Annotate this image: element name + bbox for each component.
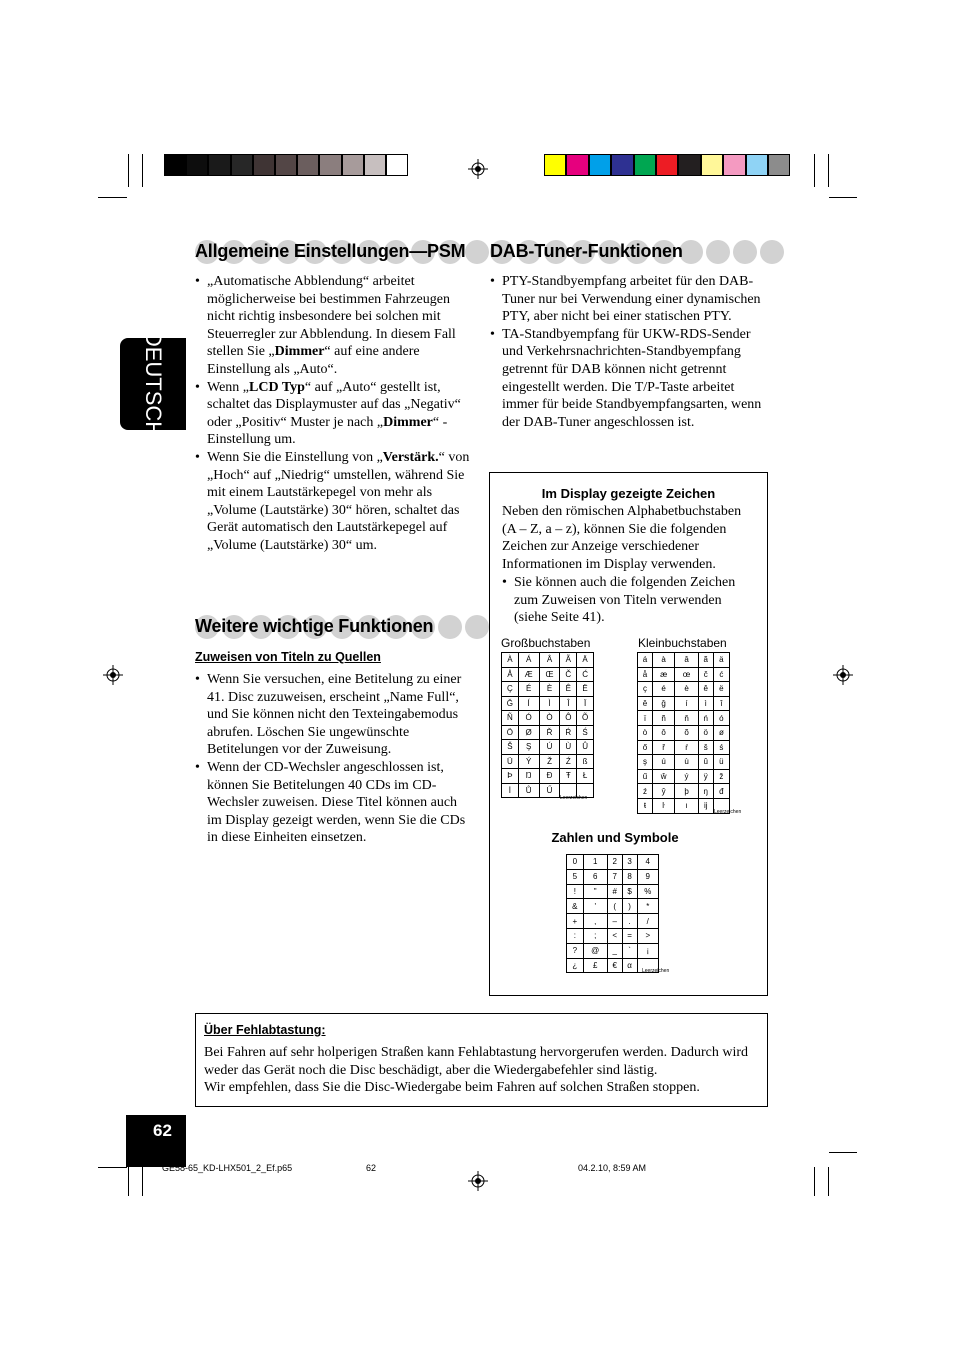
subheading-titles: Zuweisen von Titeln zu Quellen	[195, 650, 381, 664]
table-cell: Ì	[539, 696, 560, 711]
table-cell: Ş	[518, 740, 539, 755]
table-cell: /	[637, 914, 658, 929]
table-row	[638, 784, 730, 799]
table-row	[638, 769, 730, 784]
table-cell: +	[567, 914, 584, 929]
table-row	[502, 696, 594, 711]
language-tab	[120, 330, 186, 438]
table-cell: ì	[698, 696, 713, 711]
table-cell: Ź	[560, 754, 577, 769]
uppercase-label: Großbuchstaben	[501, 636, 591, 650]
table-cell: Å	[502, 667, 519, 682]
table-cell: ê	[698, 682, 713, 697]
table-cell: 7	[607, 869, 622, 884]
table-cell: ó	[713, 711, 729, 726]
table-row	[502, 711, 594, 726]
table-cell: ź	[638, 784, 653, 799]
table-cell: ç	[638, 682, 653, 697]
fehlabtastung-title: Über Fehlabtastung:	[204, 1023, 326, 1037]
table-cell: ¡	[637, 943, 658, 958]
table-cell: –	[607, 914, 622, 929]
table-cell: 5	[567, 869, 584, 884]
table-cell: à	[652, 653, 674, 668]
registration-mark-icon	[468, 159, 488, 179]
color-swatch	[611, 154, 633, 176]
table-cell: Ů	[518, 783, 539, 798]
table-cell: á	[638, 653, 653, 668]
table-cell: 3	[622, 855, 637, 870]
language-tab-label: DEUTSCH	[141, 330, 166, 438]
color-swatch	[678, 154, 700, 176]
table-cell: ÿ	[698, 769, 713, 784]
table-cell: Þ	[502, 769, 519, 784]
crop-mark	[128, 1167, 129, 1196]
table-cell: Ł	[577, 769, 594, 784]
table-row	[638, 711, 730, 726]
table-cell: *	[637, 899, 658, 914]
table-cell: Ú	[539, 740, 560, 755]
table-cell: Š	[502, 740, 519, 755]
space-label: Leerzeichen	[560, 795, 588, 801]
decoration-circle	[760, 240, 784, 264]
table-cell: ň	[675, 711, 699, 726]
numbers-symbols-table	[566, 854, 659, 973]
color-swatch	[186, 154, 208, 176]
table-cell: £	[583, 958, 607, 973]
table-cell: Ò	[539, 711, 560, 726]
decoration-circle	[465, 240, 489, 264]
weitere-bullet-list	[195, 671, 470, 847]
table-cell: ä	[713, 653, 729, 668]
table-cell: =	[622, 928, 637, 943]
color-swatch	[566, 154, 588, 176]
table-cell: ô	[652, 725, 674, 740]
table-cell: Ø	[518, 725, 539, 740]
table-cell: ,	[583, 914, 607, 929]
crop-mark	[142, 154, 143, 187]
table-cell: þ	[675, 784, 699, 799]
table-cell: Ê	[560, 682, 577, 697]
color-swatch	[164, 154, 186, 176]
table-cell: Ó	[518, 711, 539, 726]
page-number-block	[126, 1115, 186, 1167]
table-cell: !	[567, 884, 584, 899]
table-row	[502, 769, 594, 784]
registration-mark-icon	[468, 1171, 488, 1191]
crop-mark	[98, 1167, 127, 1168]
table-cell: Ř	[539, 725, 560, 740]
table-row	[502, 667, 594, 682]
table-cell: ý	[675, 769, 699, 784]
table-cell: Â	[539, 653, 560, 668]
table-cell: ö	[698, 725, 713, 740]
table-row	[502, 682, 594, 697]
color-swatch	[319, 154, 341, 176]
table-cell: Č	[560, 667, 577, 682]
table-cell: α	[622, 958, 637, 973]
table-cell: `	[622, 943, 637, 958]
color-swatch	[208, 154, 230, 176]
table-cell: ñ	[652, 711, 674, 726]
color-swatch	[723, 154, 745, 176]
table-cell: <	[607, 928, 622, 943]
color-swatch	[701, 154, 723, 176]
table-cell: 6	[583, 869, 607, 884]
table-cell: ã	[698, 653, 713, 668]
table-cell: İ	[502, 783, 519, 798]
decoration-circle	[733, 240, 757, 264]
table-cell: ű	[638, 769, 653, 784]
table-cell: đ	[713, 784, 729, 799]
table-row	[502, 740, 594, 755]
table-cell: ?	[567, 943, 584, 958]
table-cell: @	[583, 943, 607, 958]
table-cell: Ð	[539, 769, 560, 784]
table-cell: 2	[607, 855, 622, 870]
list-item: • Wenn „LCD Typ“ auf „Auto“ gestellt ist, schaltet das Displaymuster auf das „Negativ“ oder „Positiv“ Muster je nach „Dimmer“ -Einstellung um.	[195, 379, 470, 449]
table-cell: ń	[698, 711, 713, 726]
table-cell: ŕ	[675, 740, 699, 755]
table-cell: ú	[652, 755, 674, 770]
color-swatch	[589, 154, 611, 176]
list-item: • Wenn Sie versuchen, eine Betitelung zu einer 41. Disc zuzuweisen, erscheint „Name Full“, und Sie können nicht den Texteingabemodus abrufen. Löschen Sie ungewünschte Betitelungen vor der Zuweisung.	[195, 671, 470, 759]
table-cell: œ	[675, 667, 699, 682]
table-cell: ć	[713, 667, 729, 682]
page-number: 62	[153, 1121, 172, 1140]
lowercase-table	[637, 652, 730, 814]
color-swatch	[768, 154, 790, 176]
table-row	[638, 653, 730, 668]
crop-mark	[828, 1167, 829, 1196]
display-box-intro: Neben den römischen Alphabetbuchstaben (A – Z, a – z), können Sie die folgenden Zeichen zur Anzeige verschiedener Informationen im Display verwenden.	[502, 504, 742, 572]
table-row	[638, 725, 730, 740]
space-label: Leerzeichen	[714, 809, 742, 815]
table-cell: 4	[637, 855, 658, 870]
table-cell: Á	[518, 653, 539, 668]
table-cell: Ï	[577, 696, 594, 711]
table-cell: ù	[675, 755, 699, 770]
table-cell: ò	[638, 725, 653, 740]
table-cell: Ś	[577, 725, 594, 740]
table-row	[638, 696, 730, 711]
psm-bullet-list	[195, 273, 470, 555]
table-row	[638, 740, 730, 755]
table-cell: Î	[560, 696, 577, 711]
table-row	[638, 682, 730, 697]
table-cell: Ŋ	[518, 769, 539, 784]
table-cell: Ë	[577, 682, 594, 697]
table-cell: č	[698, 667, 713, 682]
space-label: Leerzeichen	[642, 968, 670, 974]
table-cell: ž	[713, 769, 729, 784]
table-row	[567, 869, 659, 884]
decoration-circle	[706, 240, 730, 264]
table-cell: "	[583, 884, 607, 899]
crop-mark	[814, 1167, 815, 1196]
table-cell: Ž	[539, 754, 560, 769]
table-cell: è	[675, 682, 699, 697]
crop-mark	[828, 154, 829, 187]
registration-mark-icon	[103, 665, 123, 685]
display-box-title: Im Display gezeigte Zeichen	[541, 486, 716, 501]
footer-date: 04.2.10, 8:59 AM	[578, 1163, 647, 1173]
table-cell: 0	[567, 855, 584, 870]
list-item: • „Automatische Abblendung“ arbeitet möglicherweise bei bestimmen Fahrzeugen nicht richtig insbesondere bei solchen mit Steuerregler zur Abblendung. In diesem Fall stellen Sie „Dimmer“ auf eine andere Einstellung als „Auto“.	[195, 273, 470, 379]
table-cell: È	[539, 682, 560, 697]
table-row	[638, 755, 730, 770]
table-cell: &	[567, 899, 584, 914]
list-item: • Wenn der CD-Wechsler angeschlossen ist, können Sie Betitelungen 40 CDs im CD-Wechsler zuweisen. Diese Titel können auch im Display gezeigt werden, wenn Sie die CDs in diese Einheiten einsetzen.	[195, 759, 470, 847]
table-cell: å	[638, 667, 653, 682]
display-box-bullets	[502, 574, 757, 627]
table-row	[502, 653, 594, 668]
footer-file: GE58-65_KD-LHX501_2_Ef.p65	[162, 1163, 293, 1173]
table-cell: Ü	[502, 754, 519, 769]
table-cell: Ñ	[502, 711, 519, 726]
table-cell: 1	[583, 855, 607, 870]
fehlabtastung-text: Bei Fahren auf sehr holperigen Straßen kann Fehlabtastung hervorgerufen werden. Dadurch wird weder das Gerät noch die Disc beschädigt, aber die Wiedergabefehler sind lästig. Wir empfehlen, dass Sie die Disc-Wiedergabe beim Fahren auf solchen Straßen stoppen.	[204, 1045, 749, 1096]
table-cell: é	[652, 682, 674, 697]
table-cell: æ	[652, 667, 674, 682]
crop-mark	[98, 197, 127, 198]
color-swatch	[656, 154, 678, 176]
table-cell: ğ	[652, 696, 674, 711]
table-cell: š	[698, 740, 713, 755]
table-cell: Ä	[577, 653, 594, 668]
table-cell: Ű	[539, 783, 560, 798]
table-cell: ø	[713, 725, 729, 740]
table-cell: ĳ	[698, 798, 713, 813]
color-swatch	[634, 154, 656, 176]
table-cell: û	[698, 755, 713, 770]
table-cell: ŷ	[652, 784, 674, 799]
table-cell: õ	[675, 725, 699, 740]
table-cell: À	[502, 653, 519, 668]
table-row	[502, 754, 594, 769]
table-cell: €	[607, 958, 622, 973]
table-cell: Æ	[518, 667, 539, 682]
table-row	[567, 943, 659, 958]
decoration-circle	[438, 615, 462, 639]
section-heading-psm: Allgemeine Einstellungen—PSM	[195, 241, 466, 261]
table-cell: .	[622, 914, 637, 929]
table-cell: ŵ	[652, 769, 674, 784]
color-swatch	[746, 154, 768, 176]
table-cell: Ŧ	[560, 769, 577, 784]
table-cell: ü	[713, 755, 729, 770]
table-cell: É	[518, 682, 539, 697]
table-cell: ŀ	[652, 798, 674, 813]
table-cell: ő	[638, 740, 653, 755]
table-cell: Ù	[560, 740, 577, 755]
table-cell: Ý	[518, 754, 539, 769]
table-cell: 8	[622, 869, 637, 884]
crop-mark	[829, 197, 857, 198]
table-row	[567, 884, 659, 899]
table-cell: Ć	[577, 667, 594, 682]
decoration-circle	[465, 615, 489, 639]
color-swatch	[231, 154, 253, 176]
crop-mark	[814, 154, 815, 187]
table-row	[567, 899, 659, 914]
table-cell: _	[607, 943, 622, 958]
table-cell: ŋ	[698, 784, 713, 799]
table-cell: Ğ	[502, 696, 519, 711]
color-swatch	[544, 154, 566, 176]
table-cell: î	[713, 696, 729, 711]
table-row	[567, 928, 659, 943]
table-cell: ŧ	[638, 798, 653, 813]
table-cell: >	[637, 928, 658, 943]
table-cell: #	[607, 884, 622, 899]
table-cell: Õ	[577, 711, 594, 726]
table-cell: Ö	[502, 725, 519, 740]
table-cell: Œ	[539, 667, 560, 682]
table-row	[638, 667, 730, 682]
crop-mark	[829, 1152, 857, 1153]
table-cell: Ç	[502, 682, 519, 697]
numbers-label: Zahlen und Symbole	[551, 830, 679, 845]
table-cell: Ŕ	[560, 725, 577, 740]
table-cell: â	[675, 653, 699, 668]
crop-mark	[142, 1167, 143, 1196]
table-cell: ı	[675, 798, 699, 813]
color-swatch	[297, 154, 319, 176]
table-cell: Ã	[560, 653, 577, 668]
table-cell: ß	[577, 754, 594, 769]
dab-bullet-list	[490, 273, 768, 431]
table-cell: í	[675, 696, 699, 711]
table-cell: '	[583, 899, 607, 914]
table-cell: ş	[638, 755, 653, 770]
color-swatch	[364, 154, 386, 176]
table-cell: ë	[713, 682, 729, 697]
table-cell: :	[567, 928, 584, 943]
table-cell: Ô	[560, 711, 577, 726]
color-swatch	[275, 154, 297, 176]
table-cell: ¿	[567, 958, 584, 973]
table-cell: %	[637, 884, 658, 899]
table-cell: 9	[637, 869, 658, 884]
table-cell: )	[622, 899, 637, 914]
crop-mark	[128, 154, 129, 187]
lowercase-label: Kleinbuchstaben	[638, 636, 727, 650]
table-cell: ś	[713, 740, 729, 755]
table-row	[567, 914, 659, 929]
list-item: • PTY-Standbyempfang arbeitet für den DAB-Tuner nur bei Verwendung einer dynamischen PTY, aber nicht bei einer statischen PTY.	[490, 273, 768, 326]
table-cell: Í	[518, 696, 539, 711]
table-row	[502, 725, 594, 740]
list-item: • TA-Standbyempfang für UKW-RDS-Sender und Verkehrsnachrichten-Standbyempfang getrennt für DAB können nicht getrennt eingestellt werden. Die T/P-Taste arbeitet immer für beide Standbyempfangsarten, wenn der DAB-Tuner angeschlossen ist.	[490, 326, 768, 432]
section-heading-dab: DAB-Tuner-Funktionen	[490, 241, 683, 261]
color-swatch	[386, 154, 408, 176]
section-heading-weitere: Weitere wichtige Funktionen	[195, 616, 434, 636]
registration-mark-icon	[833, 665, 853, 685]
color-swatch	[342, 154, 364, 176]
table-cell: ř	[652, 740, 674, 755]
uppercase-table	[501, 652, 594, 798]
list-item: • Sie können auch die folgenden Zeichen zum Zuweisen von Titeln verwenden (siehe Seite 41).	[502, 574, 757, 627]
table-cell: ï	[638, 711, 653, 726]
table-cell: $	[622, 884, 637, 899]
color-swatch	[253, 154, 275, 176]
footer-page: 62	[366, 1163, 377, 1173]
table-cell: ě	[638, 696, 653, 711]
list-item: • Wenn Sie die Einstellung von „Verstärk.“ von „Hoch“ auf „Niedrig“ umstellen, während Sie mit einem Lautstärkepegel von mehr als „Volume (Lautstärke) 30“ hören, schaltet das Gerät automatisch den Lautstärkepegel auf „Volume (Lautstärke) 30“ um.	[195, 449, 470, 555]
table-cell: Û	[577, 740, 594, 755]
table-cell: ;	[583, 928, 607, 943]
table-cell: (	[607, 899, 622, 914]
table-row	[567, 855, 659, 870]
